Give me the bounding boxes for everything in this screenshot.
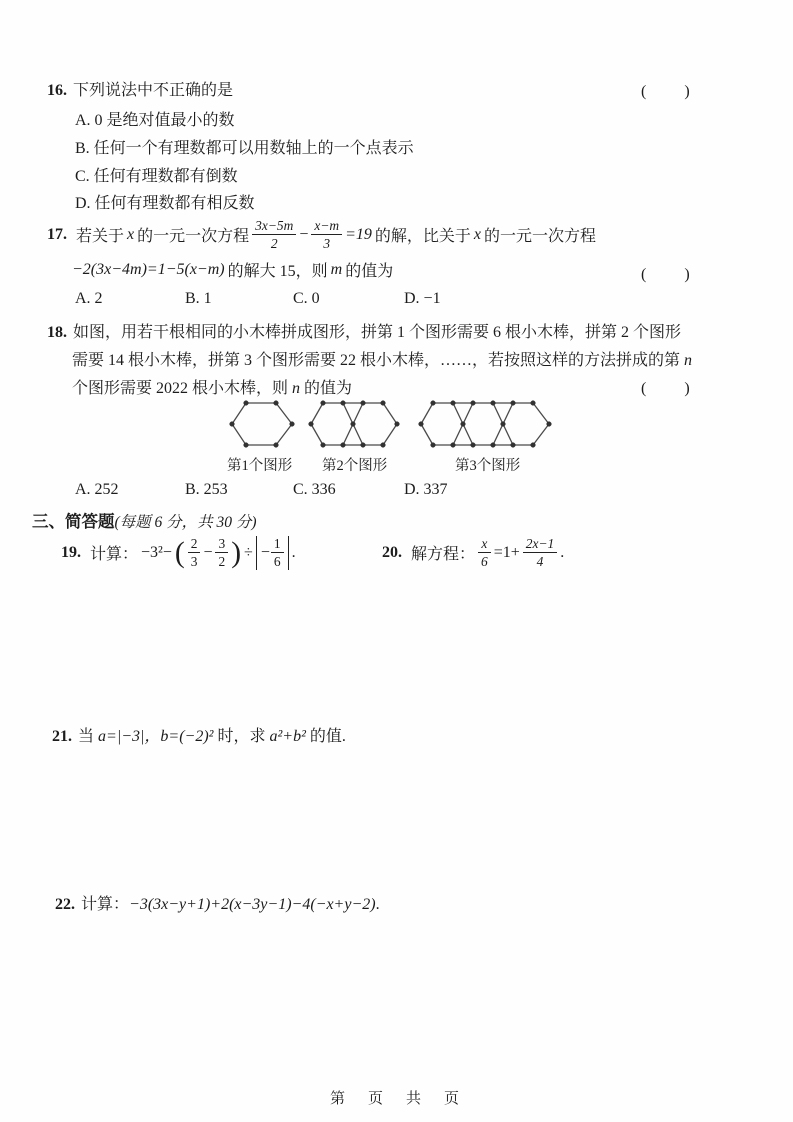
equation-rhs: =19 xyxy=(345,225,372,243)
question-17-number: 17. xyxy=(47,225,67,243)
question-17-option-b: B. 1 xyxy=(185,290,212,307)
minus-operator: − xyxy=(203,543,213,561)
minus-operator: − xyxy=(299,225,309,243)
question-16-stem xyxy=(47,77,233,100)
matchstick-figure-2 xyxy=(308,399,400,449)
question-16-text: 下列说法中不正确的是 xyxy=(73,82,234,99)
question-17-text: 的一元一次方程 xyxy=(484,228,597,246)
variable-x: x xyxy=(473,225,482,243)
given-values-expression: a=|−3|，b=(−2)² xyxy=(98,728,214,745)
question-17-option-d: D. −1 xyxy=(404,290,441,307)
question-19 xyxy=(61,536,296,570)
fraction: $\frac{2x-1}{4}$ xyxy=(523,536,557,570)
variable-x: x xyxy=(127,225,135,243)
fraction: $\frac{2}{3}$ xyxy=(188,536,201,570)
division-operator: ÷ xyxy=(244,543,253,561)
close-paren: ) xyxy=(231,536,242,569)
period: . xyxy=(560,543,565,561)
fraction: $\frac{x-m}{3}$ xyxy=(311,218,342,252)
period: . xyxy=(375,896,380,913)
question-20-number: 20. xyxy=(382,543,402,561)
question-17-answer-bracket: ( ) xyxy=(641,266,692,283)
question-18-option-a: A. 252 xyxy=(75,481,119,498)
question-18-text: 如图，用若干根相同的小木棒拼成图形，拼第 1 个图形需要 6 根小木棒，拼第 2 个图形 xyxy=(73,324,682,341)
target-expression: a²+b² xyxy=(269,728,306,745)
fraction: $\frac{3}{2}$ xyxy=(215,536,228,570)
question-20 xyxy=(382,536,564,570)
question-18-text: 的值为 xyxy=(304,380,353,397)
question-18-text: 需要 14 根小木棒，拼第 3 个图形需要 22 根小木棒，……，若按照这样的方法拼成的第 xyxy=(72,352,681,369)
question-18-stem-line1 xyxy=(47,319,681,342)
question-21 xyxy=(52,723,346,746)
question-22-label: 计算： xyxy=(81,896,130,913)
question-18-option-c: C. 336 xyxy=(293,481,336,498)
section-3-title: 三、简答题 xyxy=(32,513,115,531)
minus-operator: − xyxy=(260,543,270,561)
question-18-option-d: D. 337 xyxy=(404,481,448,498)
equation-middle: =1+ xyxy=(493,543,520,561)
question-16-option-a: A. 0 是绝对值最小的数 xyxy=(75,112,235,129)
absolute-value-group xyxy=(256,536,289,570)
question-17-stem-line2 xyxy=(72,258,393,281)
question-17-text: 的解，比关于 xyxy=(374,228,471,246)
variable-n: n xyxy=(292,380,301,397)
question-19-label: 计算： xyxy=(90,546,139,564)
question-17-text: 的解大 15，则 xyxy=(227,263,328,280)
question-17-option-a: A. 2 xyxy=(75,290,103,307)
question-22-number: 22. xyxy=(55,896,75,913)
page-footer: 第 页 共 页 xyxy=(329,1090,463,1107)
question-17-text: 的值为 xyxy=(345,263,394,280)
matchstick-figure-3 xyxy=(418,399,556,449)
figure-3-label: 第3个图形 xyxy=(455,458,521,474)
question-18-text: 个图形需要 2022 根小木棒，则 xyxy=(72,380,289,397)
period: . xyxy=(291,543,296,561)
variable-m: m xyxy=(330,260,343,278)
question-18-number: 18. xyxy=(47,324,67,341)
question-21-text: 时，求 xyxy=(217,728,266,745)
matchstick-figure-1 xyxy=(229,399,295,449)
question-16-option-b: B. 任何一个有理数都可以用数轴上的一个点表示 xyxy=(75,140,414,157)
question-18-stem-line2 xyxy=(72,347,692,370)
question-21-text: 当 xyxy=(78,728,95,745)
question-16-option-d: D. 任何有理数都有相反数 xyxy=(75,195,255,212)
figure-1-label: 第1个图形 xyxy=(227,458,293,474)
question-17-option-c: C. 0 xyxy=(293,290,320,307)
question-20-label: 解方程： xyxy=(411,546,476,564)
fraction: $\frac{3x-5m}{2}$ xyxy=(252,218,296,252)
question-21-text: 的值. xyxy=(309,728,346,745)
question-17-text: 的一元一次方程 xyxy=(137,228,250,246)
question-17-text: 若关于 xyxy=(76,228,125,246)
question-18-answer-bracket: ( ) xyxy=(641,380,692,397)
question-16-option-c: C. 任何有理数都有倒数 xyxy=(75,168,238,185)
section-3-header xyxy=(32,508,257,532)
expression-term: −3²− xyxy=(141,543,172,561)
question-19-number: 19. xyxy=(61,543,81,561)
question-16-number: 16. xyxy=(47,82,67,99)
figure-2-label: 第2个图形 xyxy=(322,458,388,474)
open-paren: ( xyxy=(174,536,185,569)
question-18-stem-line3 xyxy=(72,375,352,398)
fraction: $\frac{x}{6}$ xyxy=(478,536,491,570)
question-21-number: 21. xyxy=(52,728,72,745)
question-16-answer-bracket: ( ) xyxy=(641,83,692,100)
question-17-stem-line1 xyxy=(47,218,596,252)
question-18-option-b: B. 253 xyxy=(185,481,228,498)
algebraic-expression: −3(3x−y+1)+2(x−3y−1)−4(−x+y−2) xyxy=(129,896,376,913)
variable-n: n xyxy=(684,352,693,369)
equation: −2(3x−4m)=1−5(x−m) xyxy=(72,260,225,278)
question-22 xyxy=(55,891,380,914)
fraction: $\frac{1}{6}$ xyxy=(271,536,284,570)
section-3-points-note: (每题 6 分，共 30 分) xyxy=(114,514,257,531)
